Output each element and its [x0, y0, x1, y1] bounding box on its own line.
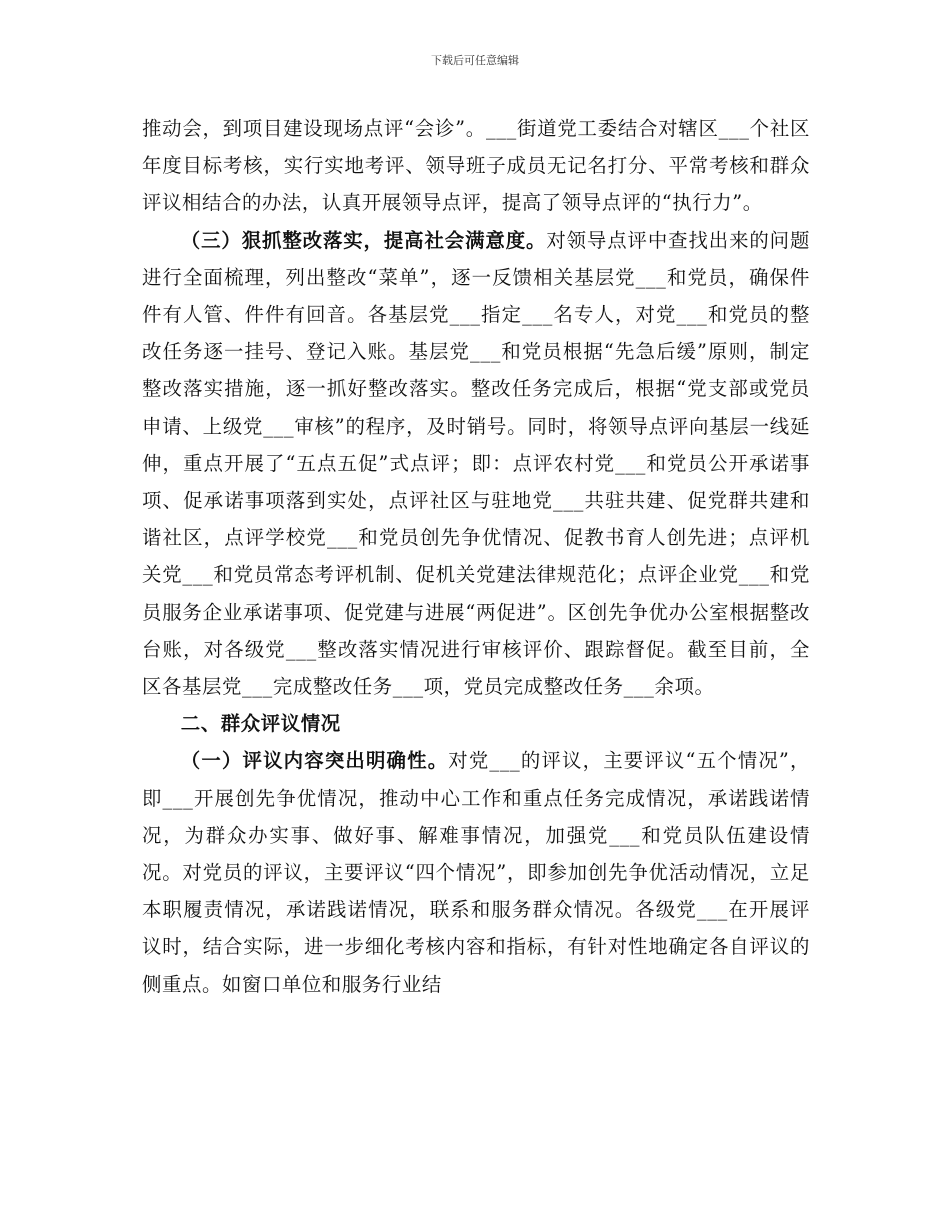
- paragraph-4-body: 对党___的评议，主要评议“五个情况”，即___开展创先争优情况，推动中心工作和重点任务完成情况，承诺践诺情况，为群众办实事、做好事、解难事情况，加强党___和党员队伍建设情况。对党员的评议，主要评议“四个情况”，即参加创先争优活动情况，立足本职履责情况，承诺践诺情况，联系和服务群众情况。各级党___在开展评议时，结合实际，进一步细化考核内容和指标，有针对性地确定各自评议的侧重点。如窗口单位和服务行业结: [142, 749, 810, 996]
- section-heading-3: （三）狠抓整改落实，提高社会满意度。: [180, 228, 547, 252]
- section-heading-2: 二、群众评议情况: [180, 712, 341, 736]
- paragraph-2-body: 对领导点评中查找出来的问题进行全面梳理，列出整改“菜单”，逐一反馈相关基层党___和党员，确保件件有人管、件件有回音。各基层党___指定___名专人，对党___和党员的整改任务逐一挂号、登记入账。基层党___和党员根据“先急后缓”原则，制定整改落实措施，逐一抓好整改落实。整改任务完成后，根据“党支部或党员申请、上级党___审核”的程序，及时销号。同时，将领导点评向基层一线延伸，重点开展了“五点五促”式点评；即：点评农村党___和党员公开承诺事项、促承诺事项落到实处，点评社区与驻地党___共驻共建、促党群共建和谐社区，点评学校党___和党员创先争优情况、促教书育人创先进；点评机关党___和党员常态考评机制、促机关党建法律规范化；点评企业党___和党员服务企业承诺事项、促党建与进展“两促进”。区创先争优办公室根据整改台账，对各级党___整改落实情况进行审核评价、跟踪督促。截至目前，全区各基层党___完成整改任务___项，党员完成整改任务___余项。: [142, 228, 810, 699]
- paragraph-2: [142, 222, 810, 706]
- paragraph-4: [142, 742, 810, 1002]
- subsection-heading-1: （一）评议内容突出明确性。: [180, 749, 449, 773]
- paragraph-1: 推动会，到项目建设现场点评“会诊”。___街道党工委结合对辖区___个社区年度目标考核，实行实地考评、领导班子成员无记名打分、平常考核和群众评议相结合的办法，认真开展领导点评，提高了领导点评的“执行力”。: [142, 117, 810, 215]
- document-body: [142, 110, 810, 1003]
- page-header: 下载后可任意编辑: [431, 54, 519, 67]
